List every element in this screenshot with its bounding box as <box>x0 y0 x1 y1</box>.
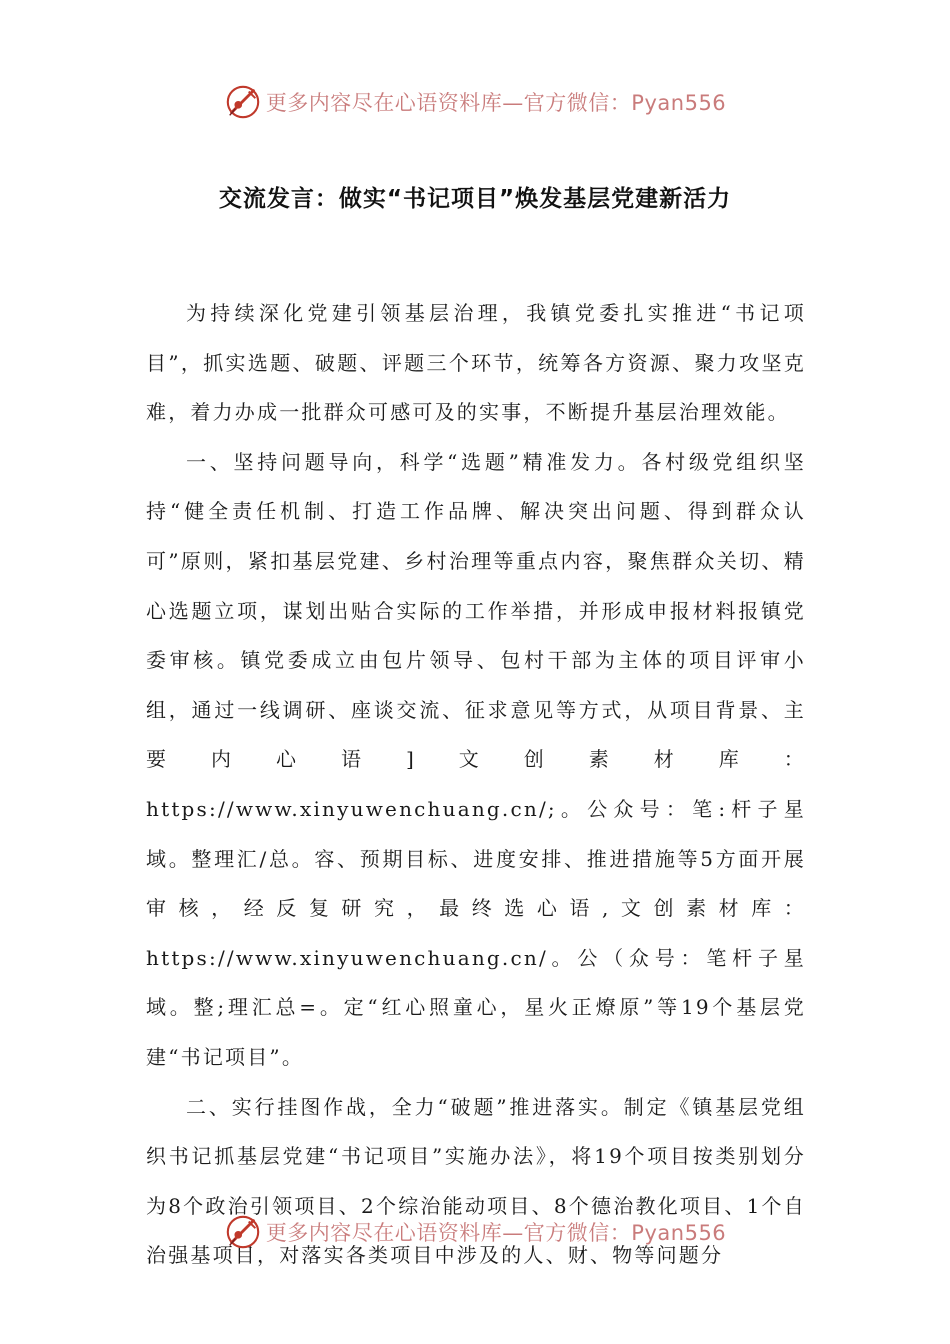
paragraph-section-1: 一、坚持问题导向，科学“选题”精准发力。各村级党组织坚持“健全责任机制、打造工作品牌、解决突出问题、得到群众认可”原则，紧扣基层党建、乡村治理等重点内容，聚焦群众关切、精心选题立项，谋划出贴合实际的工作举措，并形成申报材料报镇党委审核。镇党委成立由包片领导、包村干部为主体的项目评审小组，通过一线调研、座谈交流、征求意见等方式，从项目背景、主要内心语]文创素材库：https://www.xinyuwenchuang.cn/;。公众号：笔:杆子星域。整理汇/总。容、预期目标、进度安排、推进措施等5方面开展审核，经反复研究，最终选心语,文创素材库：https://www.xinyuwenchuang.cn/。公（众号：笔杆子星域。整;理汇总=。定“红心照童心，星火正燎原”等19个基层党建“书记项目”。 <box>146 449 806 1069</box>
pen-logo-icon <box>224 1213 262 1251</box>
paragraph-section-2: 二、实行挂图作战，全力“破题”推进落实。制定《镇基层党组织书记抓基层党建“书记项目”实施办法》，将19个项目按类别划分为8个政治引领项目、2个综治能动项目、8个德治教化项目、1个自治强基项目，对落实各类项目中涉及的人、财、物等问题分 <box>146 1094 806 1268</box>
pen-logo-icon <box>224 83 262 121</box>
banner-text: 更多内容尽在心语资料库—官方微信：Pyan556 <box>265 1221 727 1245</box>
banner-text: 更多内容尽在心语资料库—官方微信：Pyan556 <box>265 91 727 115</box>
document-title: 交流发言：做实“书记项目”焕发基层党建新活力 <box>218 186 732 212</box>
footer-watermark-banner <box>0 1212 950 1252</box>
paragraph-intro: 为持续深化党建引领基层治理，我镇党委扎实推进“书记项目”，抓实选题、破题、评题三个环节，统筹各方资源、聚力攻坚克难，着力办成一批群众可感可及的实事，不断提升基层治理效能。 <box>146 301 806 425</box>
header-watermark-banner <box>0 82 950 122</box>
document-body <box>146 289 806 1281</box>
